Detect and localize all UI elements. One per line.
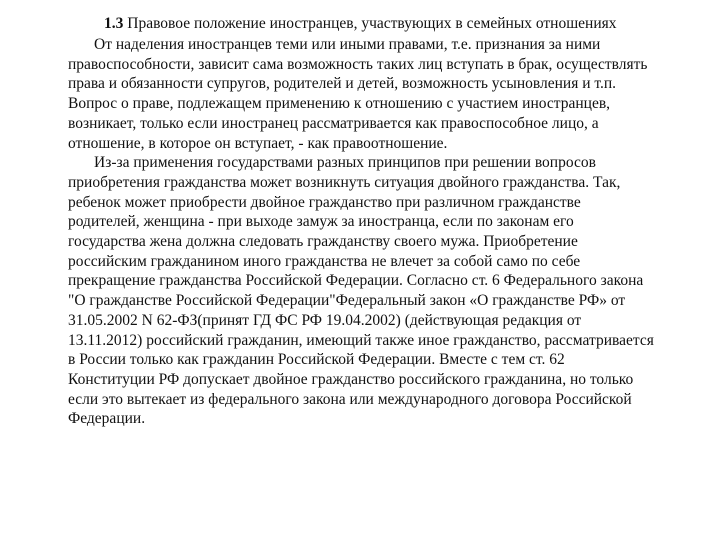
paragraph-1	[68, 35, 680, 153]
paragraph-line: 31.05.2002 N 62-ФЗ(принят ГД ФС РФ 19.04.2002) (действующая редакция от	[68, 311, 582, 329]
paragraph-line: ребенок может приобрести двойное гражданство при различном гражданстве	[68, 193, 581, 211]
paragraph-line: "О гражданстве Российской Федерации"Федеральный закон «О гражданстве РФ» от	[68, 292, 626, 310]
paragraph-line: если это вытекает из федерального закона или международного договора Российской	[68, 390, 632, 408]
paragraph-line: права и обязанности супругов, родителей и детей, возможность усыновления и т.п.	[68, 75, 617, 93]
section-heading	[68, 14, 680, 34]
paragraph-line: 13.11.2012) российский гражданин, имеющий также иное гражданство, рассматривается	[68, 331, 654, 349]
paragraph-line: возникает, только если иностранец рассматривается как правоспособное лицо, а	[68, 114, 599, 132]
paragraph-line: в России только как гражданин Российской Федерации. Вместе с тем ст. 62	[68, 351, 565, 369]
paragraph-line: Конституции РФ допускает двойное гражданство российского гражданина, но только	[68, 370, 634, 388]
paragraph-2	[68, 153, 680, 429]
section-title: Правовое положение иностранцев, участвующих в семейных отношениях	[127, 15, 617, 32]
paragraph-line: родителей, женщина - при выходе замуж за иностранца, если по законам его	[68, 213, 574, 231]
paragraph-line: приобретения гражданства может возникнуть ситуация двойного гражданства. Так,	[68, 173, 621, 191]
section-number: 1.3	[104, 15, 124, 32]
paragraph-line: отношение, в которое он вступает, - как правоотношение.	[68, 134, 448, 152]
paragraph-line: Федерации.	[68, 410, 146, 428]
paragraph-line: прекращение гражданства Российской Федерации. Согласно ст. 6 Федерального закона	[68, 272, 644, 290]
paragraph-line: государства жена должна следовать гражданству своего мужа. Приобретение	[68, 233, 578, 251]
paragraph-line: правоспособности, зависит сама возможность таких лиц вступать в брак, осуществлять	[68, 55, 648, 73]
document-page	[68, 14, 680, 429]
paragraph-line: Из-за применения государствами разных принципов при решении вопросов	[94, 154, 596, 172]
paragraph-line: От наделения иностранцев теми или иными правами, т.е. признания за ними	[94, 36, 601, 53]
paragraph-line: Вопрос о праве, подлежащем применению к отношению с участием иностранцев,	[68, 95, 611, 113]
paragraph-line: российским гражданином иного гражданства не влечет за собой само по себе	[68, 252, 581, 270]
